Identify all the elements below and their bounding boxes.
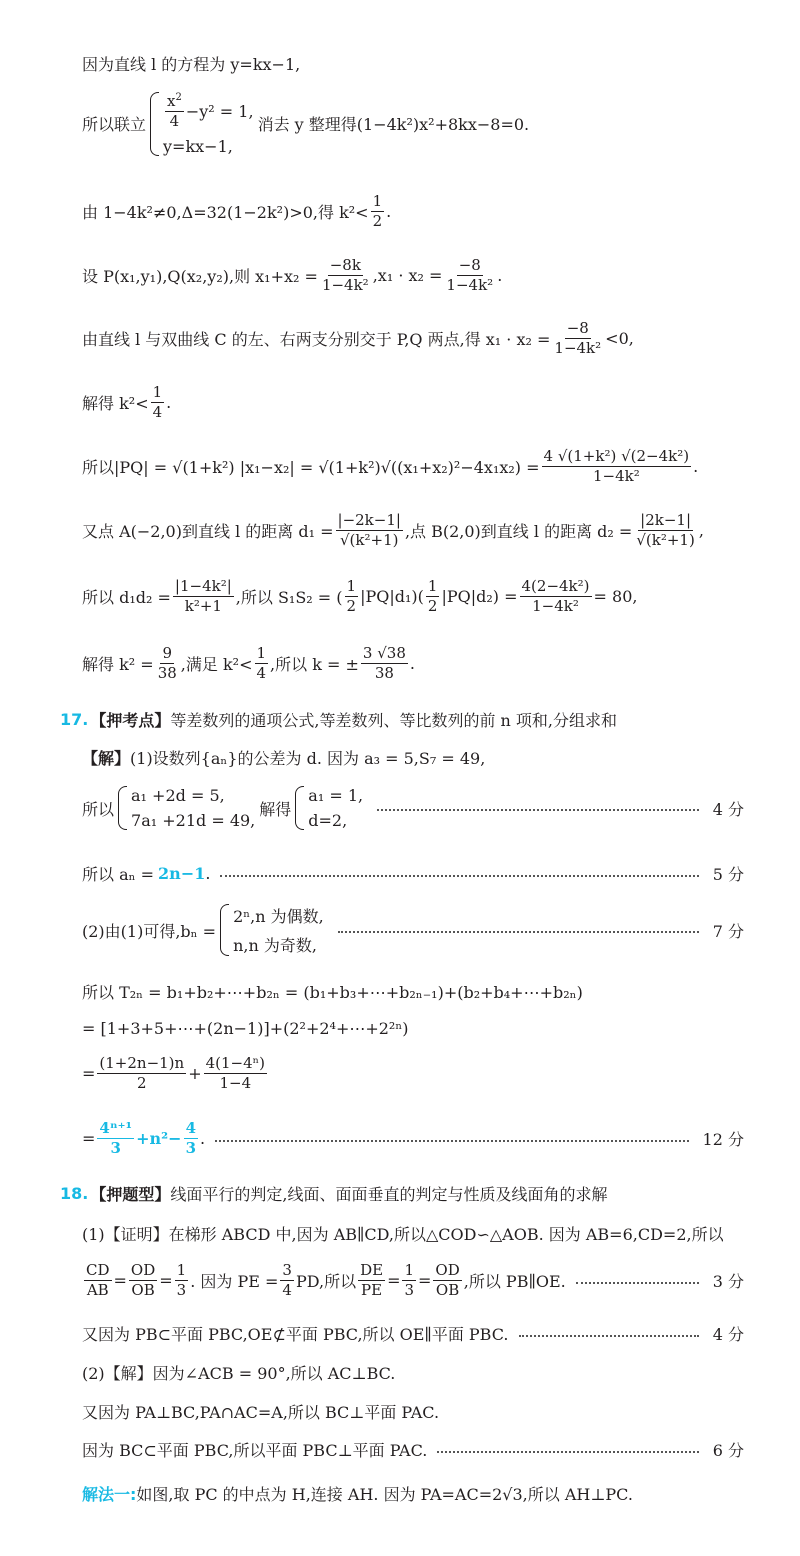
q16-line-5: 由直线 l 与双曲线 C 的左、右两支分别交于 P,Q 两点,得 x₁ · x₂ = $\frac{-8}{\text{1−4k²}}$ <0,: [82, 319, 634, 358]
q17-header: 17. 【押考点】 等差数列的通项公式,等差数列、等比数列的前 n 项和,分组求和: [60, 710, 618, 730]
q16-line-3: 由 1−4k²≠0,Δ=32(1−2k²)>0,得 k²< $\frac{1}{2}$ .: [82, 192, 392, 231]
q17-line-3: 所以 aₙ = 2n−1 . 5 分: [82, 864, 744, 884]
q16-line-8: 又点 A(−2,0)到直线 l 的距离 d₁ = $\frac{|-2k-1|}{\text{√(k²+1)}}$ ,点 B(2,0)到直线 l 的距离 d₂ = $\frac{|2k-1|}{\text{√(k²+1)}}$ ,: [82, 511, 704, 550]
system-brace: $\frac{x^2}{4}$ −y² = 1, y=kx−1,: [150, 92, 254, 156]
q16-line-10: 解得 k² = $\frac{9}{38}$ ,满足 k²< $\frac{1}{4}$ ,所以 k = ± $\frac{3 √38}{38}$ .: [82, 644, 415, 683]
q18-line-5: 又因为 PA⊥BC,PA∩AC=A,所以 BC⊥平面 PAC.: [82, 1403, 440, 1422]
score-label: 4 分: [712, 799, 744, 819]
q17-line-8: = $\frac{\text{4ⁿ⁺¹}}{3}$ +n²− $\frac{4}{3}$ . 12 分: [82, 1119, 744, 1158]
tag-label: 【押题型】: [90, 1185, 171, 1204]
answer-highlight: $\frac{\text{4ⁿ⁺¹}}{3}$: [99, 1119, 133, 1158]
q16-line-6: 解得 k²< $\frac{1}{4}$ .: [82, 383, 172, 422]
score-label: 12 分: [702, 1130, 744, 1150]
method-label: 解法一:: [82, 1485, 137, 1504]
question-number: 18.: [60, 1184, 89, 1203]
tag-label: 【押考点】: [90, 711, 171, 730]
q17-line-7: = $\frac{(1+2n-1)n}{2}$ + $\frac{\text{4(1−4ⁿ)}}{1-4}$: [82, 1054, 266, 1093]
answer-highlight: 2n−1: [158, 864, 206, 883]
q16-line-1: 因为直线 l 的方程为 y=kx−1,: [82, 55, 301, 74]
q16-line-4: 设 P(x₁,y₁),Q(x₂,y₂),则 x₁+x₂ = $\frac{-8k}{\text{1−4k²}}$ ,x₁ · x₂ = $\frac{-8}{\text{1−4k²}}$ .: [82, 256, 503, 295]
q17-line-2: 所以 a₁ +2d = 5, 7a₁ +21d = 49, 解得 a₁ = 1, d=2, 4 分: [82, 786, 744, 830]
q18-line-3: 又因为 PB⊂平面 PBC,OE⊄平面 PBC,所以 OE∥平面 PBC. 4 分: [82, 1322, 744, 1345]
q16-line-2: 所以联立 $\frac{x^2}{4}$ −y² = 1, y=kx−1, 消去 y 整理得(1−4k²)x²+8kx−8=0.: [82, 92, 530, 156]
q18-line-7: 解法一: 如图,取 PC 的中点为 H,连接 AH. 因为 PA=AC=2√3,所以 AH⊥PC.: [82, 1482, 744, 1505]
q17-line-5: 所以 T₂ₙ = b₁+b₂+⋯+b₂ₙ = (b₁+b₃+⋯+b₂ₙ₋₁)+(b₂+b₄+⋯+b₂ₙ): [82, 983, 583, 1002]
q17-line-1: 【解】 (1)设数列{aₙ}的公差为 d. 因为 a₃ = 5,S₇ = 49,: [82, 749, 486, 768]
q18-line-2: $\frac{CD}{AB}$ = $\frac{OD}{OB}$ = $\frac{1}{3}$ . 因为 PE = $\frac{3}{4}$ PD,所以 $\frac{DE}{PE}$ = $\frac{1}{3}$ = $\frac{OD}{OB}$ ,所以 PB∥OE. 3 分: [86, 1261, 744, 1300]
q18-line-6: 因为 BC⊂平面 PBC,所以平面 PBC⊥平面 PAC. 6 分: [82, 1438, 744, 1461]
score-label: 6 分: [712, 1441, 744, 1460]
question-number: 17.: [60, 710, 89, 729]
q16-line-7: 所以|PQ| = √(1+k²) |x₁−x₂| = √(1+k²)√((x₁+x₂)²−4x₁x₂) = $\frac{\text{4 √(1+k²) √(2−4k²)}}{\text{1−4k²}}$ .: [82, 447, 699, 486]
q18-header: 18. 【押题型】 线面平行的判定,线面、面面垂直的判定与性质及线面角的求解: [60, 1184, 608, 1204]
q18-line-1: (1)【证明】在梯形 ABCD 中,因为 AB∥CD,所以△COD∽△AOB. 因为 AB=6,CD=2,所以: [82, 1225, 724, 1244]
q18-line-4: (2)【解】因为∠ACB = 90°,所以 AC⊥BC.: [82, 1364, 396, 1383]
score-label: 5 分: [712, 865, 744, 884]
score-label: 4 分: [712, 1325, 744, 1344]
score-label: 3 分: [712, 1272, 744, 1292]
q17-line-6: = [1+3+5+⋯+(2n−1)]+(2²+2⁴+⋯+2²ⁿ): [82, 1019, 409, 1038]
q17-line-4: (2)由(1)可得,bₙ = 2ⁿ,n 为偶数, n,n 为奇数, 7 分: [82, 904, 744, 956]
score-label: 7 分: [712, 921, 744, 941]
q16-line-9: 所以 d₁d₂ = $\frac{\text{|1−4k²|}}{\text{k²+1}}$ ,所以 S₁S₂ = ( $\frac{1}{2}$ |PQ|d₁)( $\frac{1}{2}$ |PQ|d₂) = $\frac{\text{4(2−4k²)}}{\text{1−4k²}}$ = 80,: [82, 577, 638, 616]
